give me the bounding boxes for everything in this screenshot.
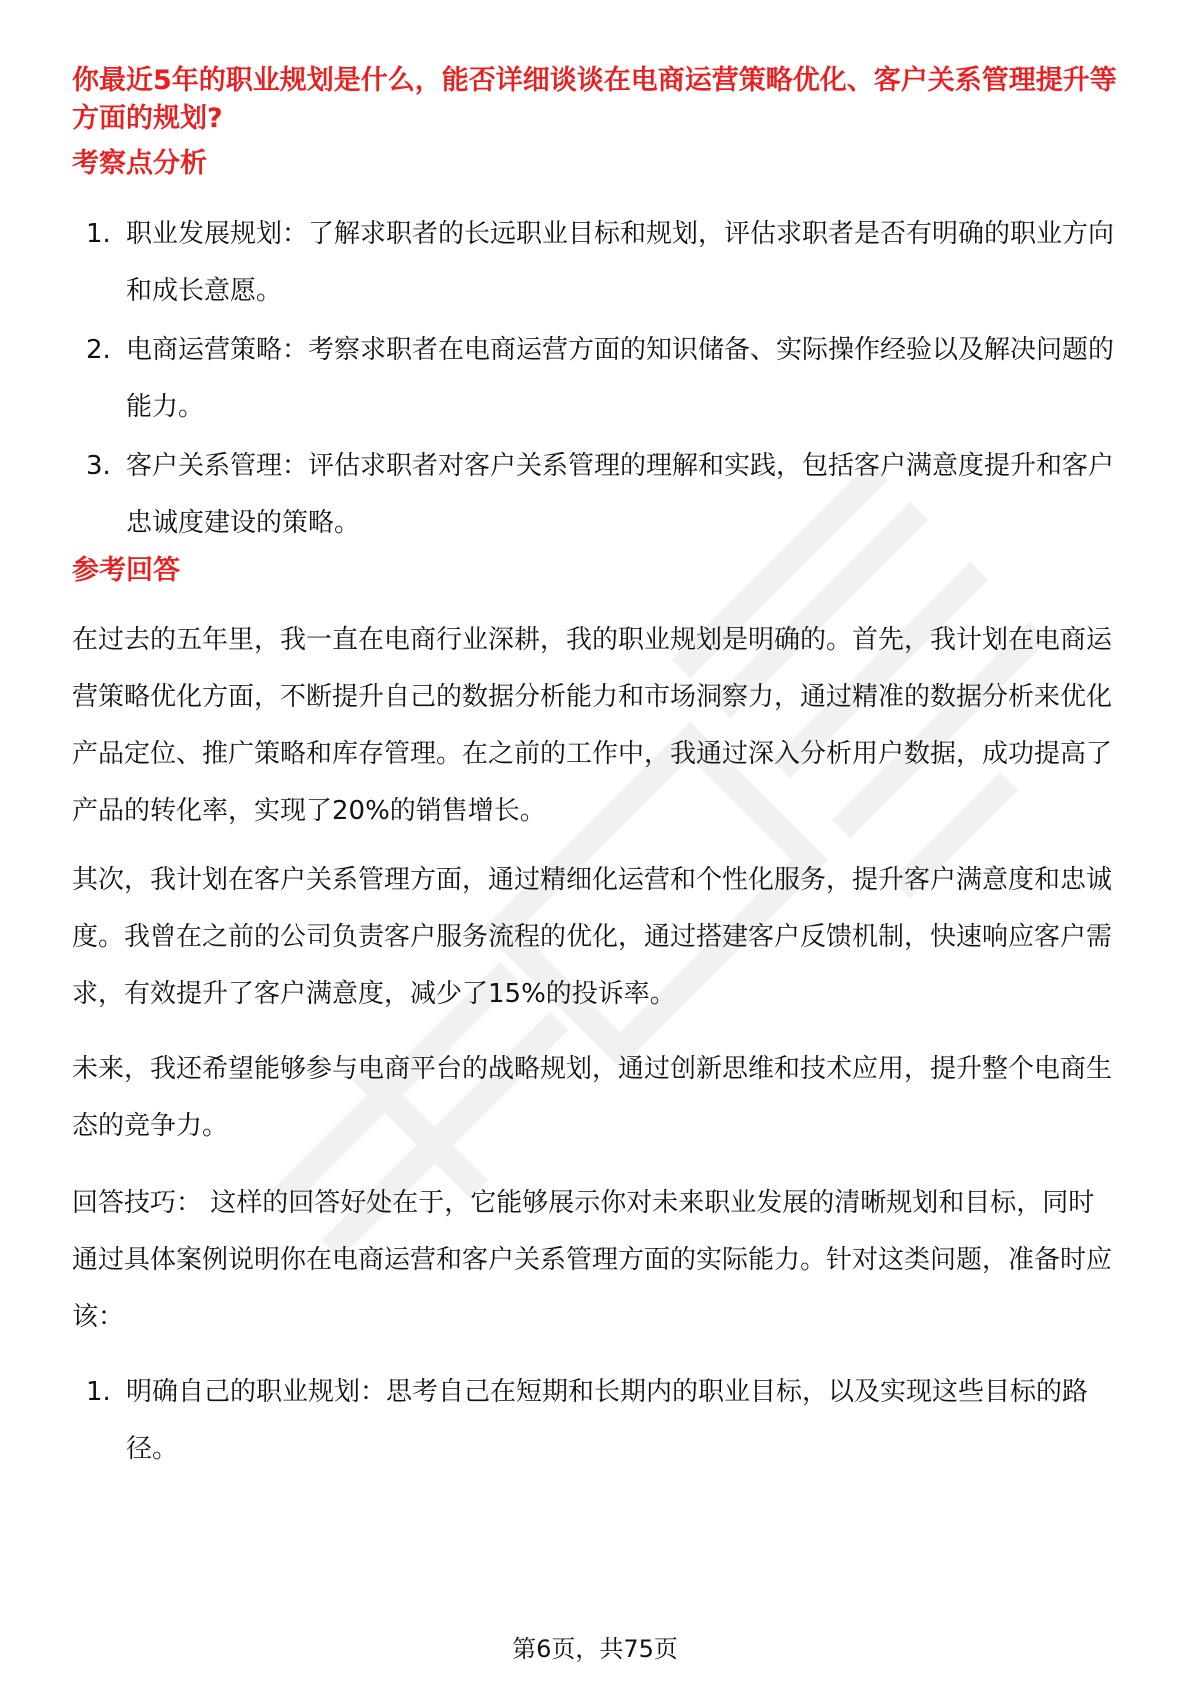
list-item xyxy=(72,206,1118,320)
answer-paragraph: 其次，我计划在客户关系管理方面，通过精细化运营和个性化服务，提升客户满意度和忠诚度。我曾在之前的公司负责客户服务流程的优化，通过搭建客户反馈机制，快速响应客户需求，有效提升了客户满意度，减少了15%的投诉率。 xyxy=(72,865,1113,1009)
list-item xyxy=(72,438,1118,552)
list-number: 3. xyxy=(86,451,111,481)
page-title: 你最近5年的职业规划是什么，能否详细谈谈在电商运营策略优化、客户关系管理提升等方面的规划? xyxy=(72,65,1117,134)
tips-list xyxy=(72,1364,1118,1480)
list-item-text: 客户关系管理：评估求职者对客户关系管理的理解和实践，包括客户满意度提升和客户忠诚度建设的策略。 xyxy=(126,451,1115,538)
answer-paragraph: 在过去的五年里，我一直在电商行业深耕，我的职业规划是明确的。首先，我计划在电商运营策略优化方面，不断提升自己的数据分析能力和市场洞察力，通过精准的数据分析来优化产品定位、推广策略和库存管理。在之前的工作中，我通过深入分析用户数据，成功提高了产品的转化率，实现了20%的销售增长。 xyxy=(72,625,1113,826)
list-item-text: 电商运营策略：考察求职者在电商运营方面的知识储备、实际操作经验以及解决问题的能力。 xyxy=(126,335,1115,422)
section-heading-analysis: 考察点分析 xyxy=(72,148,207,179)
list-item-text: 明确自己的职业规划：思考自己在短期和长期内的职业目标，以及实现这些目标的路径。 xyxy=(126,1377,1089,1464)
list-item xyxy=(72,322,1118,436)
list-item-text: 职业发展规划：了解求职者的长远职业目标和规划，评估求职者是否有明确的职业方向和成长意愿。 xyxy=(126,219,1115,306)
list-item xyxy=(72,1364,1118,1478)
page-footer: 第6页，共75页 xyxy=(512,1635,678,1663)
tips-paragraph: 回答技巧： 这样的回答好处在于，它能够展示你对未来职业发展的清晰规划和目标，同时通过具体案例说明你在电商运营和客户关系管理方面的实际能力。针对这类问题，准备时应该： xyxy=(72,1188,1113,1332)
list-number: 2. xyxy=(86,335,111,365)
answer-paragraph: 未来，我还希望能够参与电商平台的战略规划，通过创新思维和技术应用，提升整个电商生态的竞争力。 xyxy=(72,1054,1113,1141)
list-number: 1. xyxy=(86,219,111,249)
list-number: 1. xyxy=(86,1377,111,1407)
analysis-list xyxy=(72,206,1118,554)
section-heading-answer: 参考回答 xyxy=(72,555,180,586)
